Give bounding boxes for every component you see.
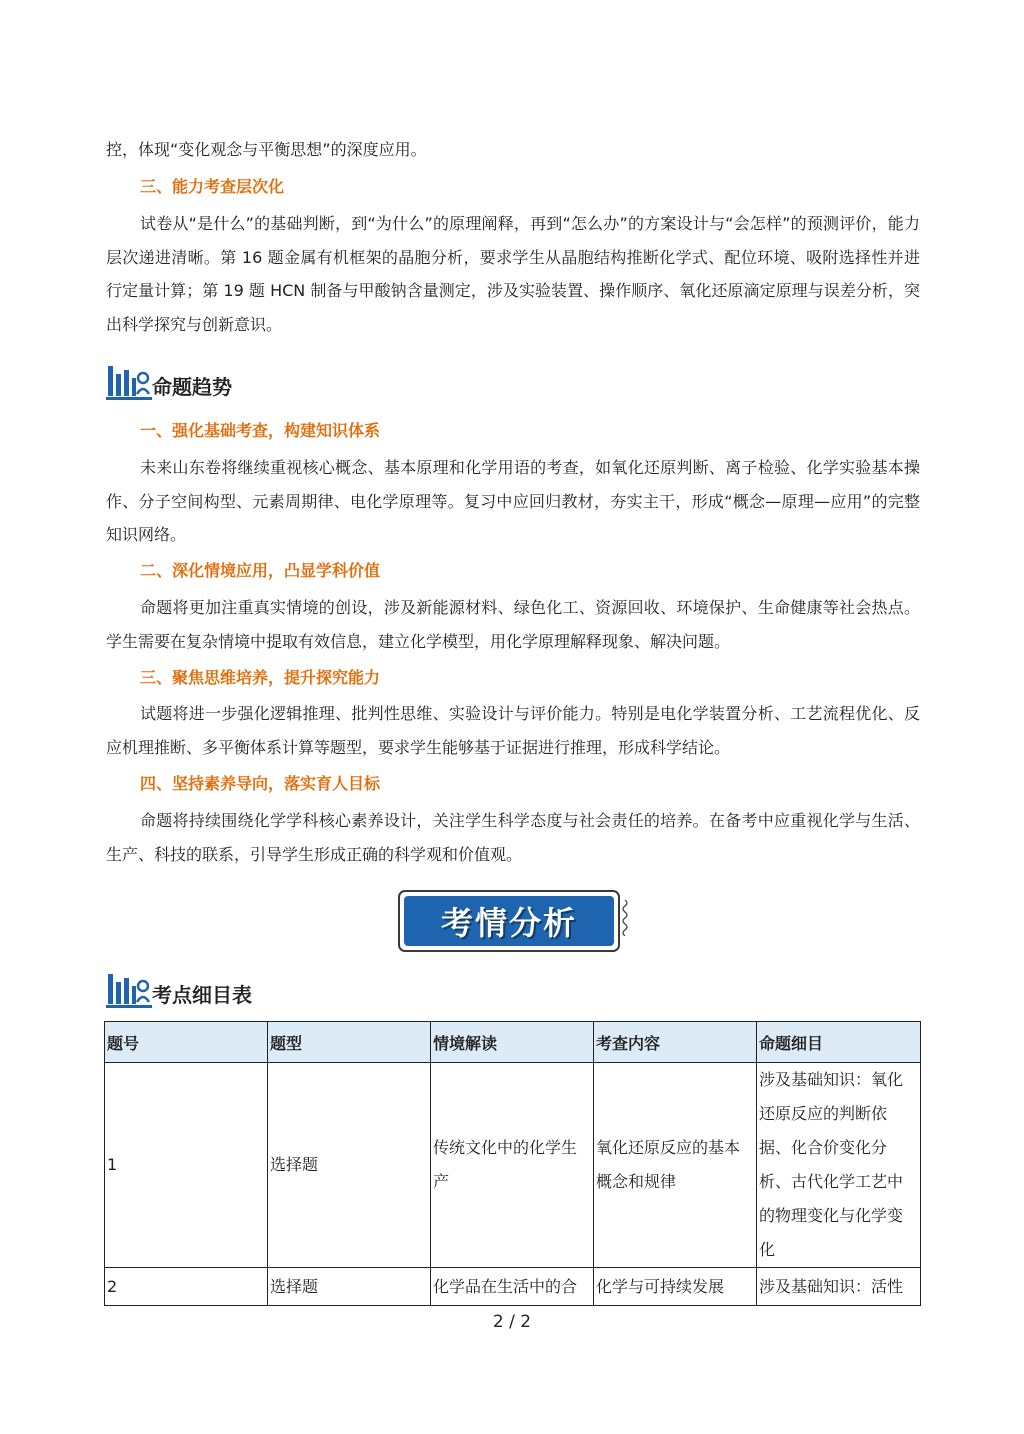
page-number: 2 / 2 <box>492 1312 532 1332</box>
table-row <box>105 1063 921 1268</box>
trends-title: 命题趋势 <box>152 375 232 399</box>
table-cell: 化学品在生活中的合 <box>431 1268 594 1306</box>
analysis-banner <box>398 890 620 952</box>
table-cell: 化学与可持续发展 <box>594 1268 757 1306</box>
intro-line: 控，体现“变化观念与平衡思想”的深度应用。 <box>106 140 427 159</box>
header-cell: 考查内容 <box>594 1022 757 1063</box>
wave-decoration-icon <box>620 900 630 936</box>
table-cell: 选择题 <box>268 1063 431 1268</box>
table-cell: 氧化还原反应的基本概念和规律 <box>594 1063 757 1268</box>
table-section-title: 考点细目表 <box>152 983 252 1007</box>
table-cell: 2 <box>105 1268 268 1306</box>
ability-heading: 三、能力考查层次化 <box>140 177 285 196</box>
bar-chart-icon <box>106 362 152 402</box>
table-cell: 选择题 <box>268 1268 431 1306</box>
banner-text: 考情分析 <box>440 904 577 942</box>
table-cell: 传统文化中的化学生产 <box>431 1063 594 1268</box>
header-cell: 题号 <box>105 1022 268 1063</box>
table-row <box>105 1268 921 1306</box>
trend-3-body: 试题将进一步强化逻辑推理、批判性思维、实验设计与评价能力。特别是电化学装置分析、工艺流程优化、反应机理推断、多平衡体系计算等题型，要求学生能够基于证据进行推理，形成科学结论。 <box>106 704 920 757</box>
table-cell: 涉及基础知识：活性 <box>757 1268 921 1306</box>
trend-4-heading: 四、坚持素养导向，落实育人目标 <box>140 774 381 793</box>
header-cell: 命题细目 <box>757 1022 921 1063</box>
table-header-row <box>105 1022 921 1063</box>
trend-2-heading: 二、深化情境应用，凸显学科价值 <box>140 561 381 580</box>
banner-panel <box>404 896 614 946</box>
trend-2-body: 命题将更加注重真实情境的创设，涉及新能源材料、绿色化工、资源回收、环境保护、生命健康等社会热点。学生需要在复杂情境中提取有效信息，建立化学模型，用化学原理解释现象、解决问题。 <box>106 598 920 651</box>
trend-4-body: 命题将持续围绕化学学科核心素养设计，关注学生科学态度与社会责任的培养。在备考中应重视化学与生活、生产、科技的联系，引导学生形成正确的科学观和价值观。 <box>106 811 920 864</box>
ability-paragraph: 试卷从“是什么”的基础判断，到“为什么”的原理阐释，再到“怎么办”的方案设计与“会怎样”的预测评价，能力层次递进清晰。第 16 题金属有机框架的晶胞分析，要求学生从晶胞结构推断化学式、配位环境、吸附选择性并进行定量计算；第 19 题 HCN 制备与甲酸钠含量测定，涉及实验装置、操作顺序、氧化还原滴定原理与误差分析，突出科学探究与创新意识。 <box>106 214 920 334</box>
exam-detail-table <box>104 1021 921 1306</box>
header-cell: 题型 <box>268 1022 431 1063</box>
header-cell: 情境解读 <box>431 1022 594 1063</box>
trend-1-heading: 一、强化基础考查，构建知识体系 <box>140 421 381 440</box>
bar-chart-icon <box>106 970 152 1010</box>
trend-1-body: 未来山东卷将继续重视核心概念、基本原理和化学用语的考查，如氧化还原判断、离子检验、化学实验基本操作、分子空间构型、元素周期律、电化学原理等。复习中应回归教材，夯实主干，形成“概念—原理—应用”的完整知识网络。 <box>106 458 920 544</box>
table-cell: 1 <box>105 1063 268 1268</box>
trend-3-heading: 三、聚焦思维培养，提升探究能力 <box>140 668 381 687</box>
table-cell: 涉及基础知识：氧化还原反应的判断依据、化合价变化分析、古代化学工艺中的物理变化与化学变化 <box>757 1063 921 1268</box>
